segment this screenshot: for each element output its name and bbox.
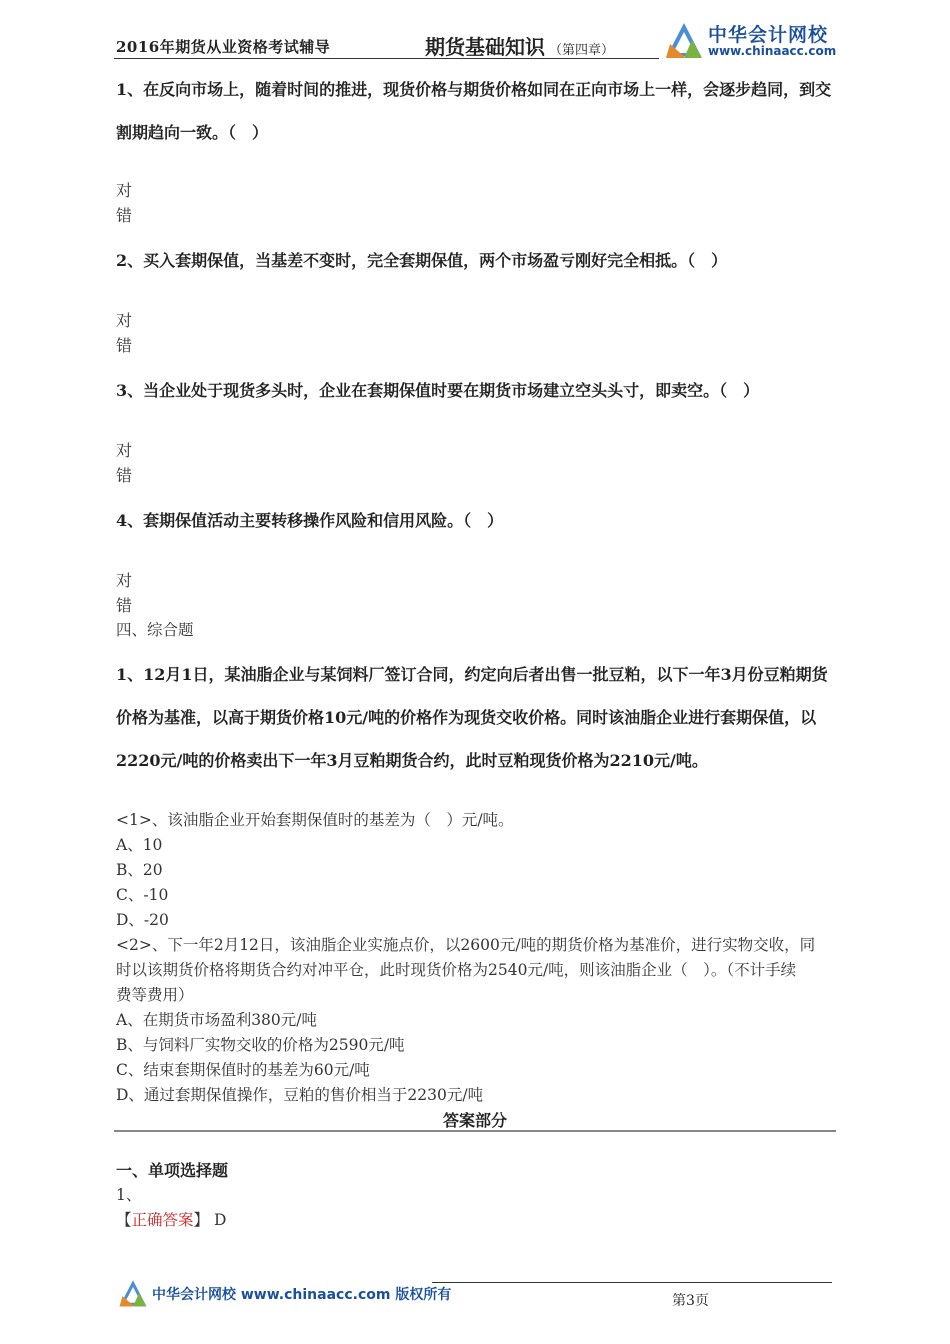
question-3-option-true[interactable]: 对 <box>116 441 133 460</box>
correct-answer-label: 正确答案 <box>131 1211 194 1229</box>
answer-line <box>116 1208 226 1230</box>
question-1-line-2: 割期趋向一致。（ ） <box>116 123 269 142</box>
correct-answer-value: D <box>213 1211 227 1229</box>
footer-copyright: 中华会计网校 www.chinaacc.com 版权所有 <box>152 1287 452 1303</box>
question-4-option-true[interactable]: 对 <box>116 571 133 590</box>
answer-bracket-close: 】 <box>193 1211 210 1229</box>
answer-bracket-open: 【 <box>116 1211 132 1229</box>
question-2-option-false[interactable]: 错 <box>116 336 133 355</box>
sub1-option-d[interactable]: D、-20 <box>116 911 169 929</box>
section-comprehensive-heading: 四、综合题 <box>116 621 194 639</box>
header-exam-title: 2016年期货从业资格考试辅导 <box>116 38 331 56</box>
page-number: 第3页 <box>672 1293 709 1309</box>
answers-section-heading: 一、单项选择题 <box>116 1161 229 1180</box>
question-4: 4、套期保值活动主要转移操作风险和信用风险。（ ） <box>116 511 504 530</box>
question-3-option-false[interactable]: 错 <box>116 466 133 485</box>
logo-name: 中华会计网校 <box>708 24 829 46</box>
sub-question-1: <1>、该油脂企业开始套期保值时的基差为（ ）元/吨。 <box>116 811 514 829</box>
question-4-option-false[interactable]: 错 <box>116 596 133 615</box>
answer-item-number: 1、 <box>116 1186 142 1204</box>
footer-logo-icon <box>118 1278 148 1308</box>
answers-rule <box>114 1130 836 1132</box>
footer-rule <box>432 1282 832 1283</box>
answers-title: 答案部分 <box>442 1111 507 1130</box>
comp-question-line-2: 价格为基准，以高于期货价格10元/吨的价格作为现货交收价格。同时该油脂企业进行套期保值，以 <box>116 708 817 727</box>
question-1-option-true[interactable]: 对 <box>116 181 133 200</box>
brand-logo <box>664 18 844 62</box>
sub1-option-c[interactable]: C、-10 <box>116 886 169 904</box>
header-rule <box>114 58 659 59</box>
subject-title: 期货基础知识 <box>425 35 545 59</box>
question-1-option-false[interactable]: 错 <box>116 206 133 225</box>
sub-question-2-line-2: 时以该期货价格将期货合约对冲平仓，此时现货价格为2540元/吨，则该油脂企业（ ）。（不计手续 <box>116 961 797 979</box>
chapter-label: （第四章） <box>549 43 615 58</box>
sub-question-2-line-1: <2>、下一年2月12日，该油脂企业实施点价，以2600元/吨的期货价格为基准价，进行实物交收，同 <box>116 936 816 954</box>
question-1-line-1: 1、在反向市场上，随着时间的推进，现货价格与期货价格如同在正向市场上一样，会逐步趋同，到交 <box>116 80 832 99</box>
question-2: 2、买入套期保值，当基差不变时，完全套期保值，两个市场盈亏刚好完全相抵。（ ） <box>116 251 728 270</box>
question-2-option-true[interactable]: 对 <box>116 311 133 330</box>
sub2-option-a[interactable]: A、在期货市场盈利380元/吨 <box>116 1011 318 1029</box>
sub2-option-d[interactable]: D、通过套期保值操作，豆粕的售价相当于2230元/吨 <box>116 1086 484 1104</box>
logo-url: www.chinaacc.com <box>708 44 837 58</box>
sub-question-2-line-3: 费等费用） <box>116 986 194 1004</box>
comp-question-line-3: 2220元/吨的价格卖出下一年3月豆粕期货合约，此时豆粕现货价格为2210元/吨。 <box>116 751 708 770</box>
sub1-option-b[interactable]: B、20 <box>116 861 163 879</box>
sub2-option-b[interactable]: B、与饲料厂实物交收的价格为2590元/吨 <box>116 1036 405 1054</box>
sub2-option-c[interactable]: C、结束套期保值时的基差为60元/吨 <box>116 1061 370 1079</box>
header-subject <box>425 31 614 60</box>
question-3: 3、当企业处于现货多头时，企业在套期保值时要在期货市场建立空头头寸，即卖空。（ ） <box>116 381 760 400</box>
sub1-option-a[interactable]: A、10 <box>116 836 163 854</box>
logo-mark-icon <box>664 20 704 60</box>
comp-question-line-1: 1、12月1日，某油脂企业与某饲料厂签订合同，约定向后者出售一批豆粕，以下一年3月份豆粕期货 <box>116 665 828 684</box>
